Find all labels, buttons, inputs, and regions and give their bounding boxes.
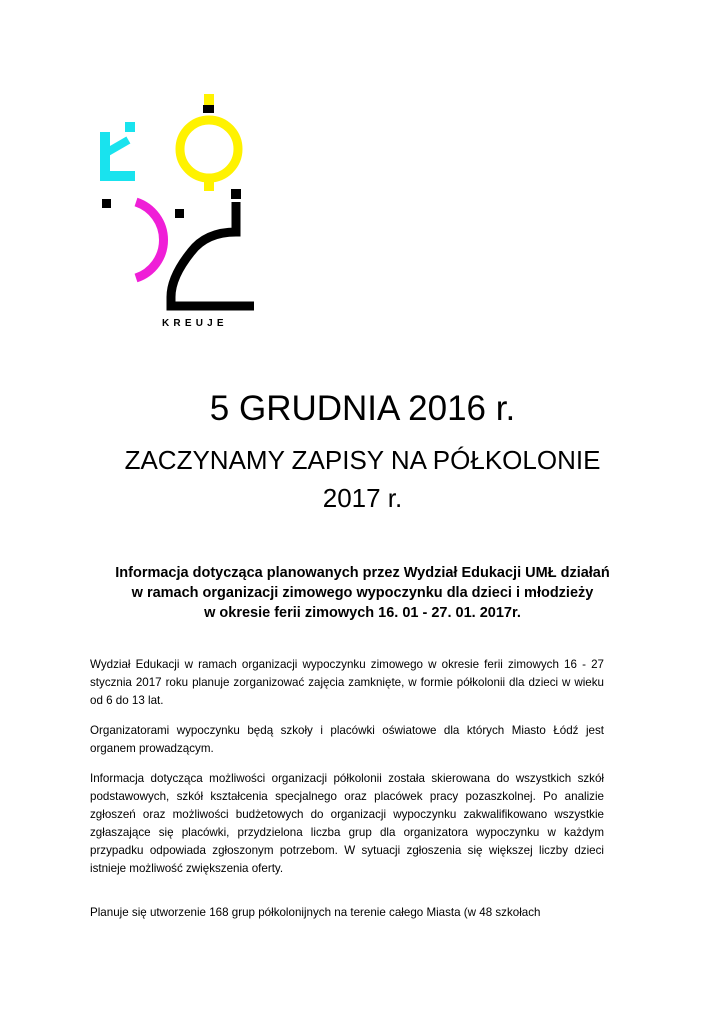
paragraph-2: Organizatorami wypoczynku będą szkoły i placówki oświatowe dla których Miasto Łódź jest organem prowadzącym. — [90, 724, 604, 755]
paragraph-1: Wydział Edukacji w ramach organizacji wypoczynku zimowego w okresie ferii zimowych 16 - 27 stycznia 2017 roku planuje zorganizować zajęcia zamknięte, w formie półkolonii dla dzieci w wieku od 6 do 13 lat. — [90, 658, 604, 707]
intro-line-2: w ramach organizacji zimowego wypoczynku dla dzieci i młodzieży — [131, 585, 594, 601]
logo-letter-o — [180, 120, 238, 178]
date-title: 5 GRUDNIA 2016 r. — [209, 389, 516, 428]
logo-letter-l — [100, 122, 135, 181]
intro-line-3: w okresie ferii zimowych 16. 01 - 27. 01. 2017r. — [204, 605, 521, 621]
subtitle-line-2: 2017 r. — [322, 483, 403, 513]
paragraph-4: Planuje się utworzenie 168 grup półkolonijnych na terenie całego Miasta (w 48 szkołach — [90, 906, 541, 919]
intro-line-1: Informacja dotycząca planowanych przez Wydział Edukacji UMŁ działań — [115, 565, 610, 581]
paragraph-3: Informacja dotycząca możliwości organizacji półkolonii została skierowana do wszystkich szkół podstawowych, szkół kształcenia specjalnego oraz placówek pracy pozaszkolnej. Po analizie zgłoszeń oraz możliwości budżetowych do organizacji wypoczynku zakwalifikowano wszystkie zgłaszające się placówki, przydzielona liczba grup dla organizatora wypoczynku w każdym przypadku odpowiada zgłoszonym potrzebom. W sytuacji zgłoszenia się większej liczby dzieci istnieje możliwość zwiększenia oferty. — [90, 772, 604, 875]
intro-block — [60, 563, 665, 623]
lodz-kreuje-logo — [96, 92, 256, 340]
logo-caption: KREUJE — [162, 318, 228, 329]
subtitle-line-1: ZACZYNAMY ZAPISY NA PÓŁKOLONIE — [124, 445, 601, 475]
subtitle — [60, 441, 665, 517]
